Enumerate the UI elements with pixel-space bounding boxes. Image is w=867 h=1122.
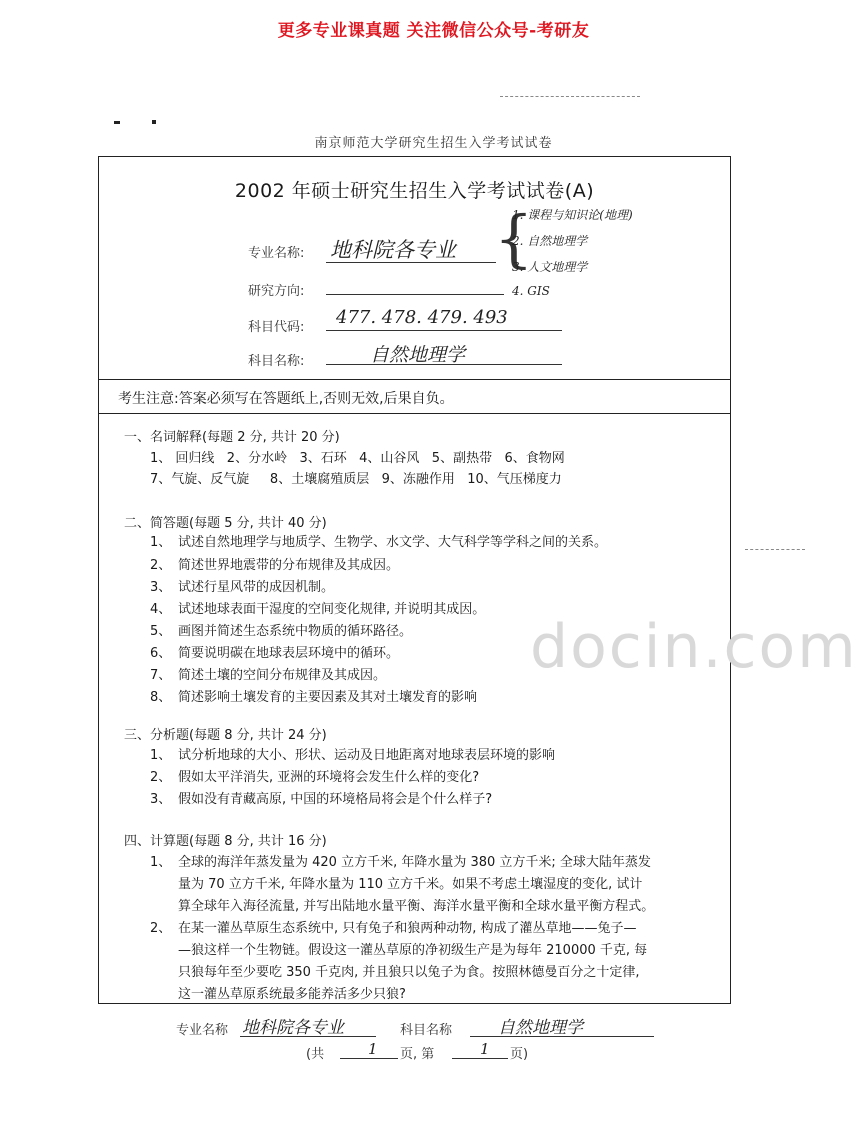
question-number: 3、 bbox=[150, 792, 172, 807]
question-line: 算全球年入海径流量, 并写出陆地水量平衡、海洋水量平衡和全球水量平衡方程式。 bbox=[178, 899, 655, 914]
scan-dot bbox=[152, 120, 156, 124]
question-number: 6、 bbox=[150, 646, 172, 661]
side-brace: { bbox=[494, 202, 534, 275]
question-text: 试述自然地理学与地质学、生物学、水文学、大气科学等学科之间的关系。 bbox=[178, 535, 608, 550]
exam-title: 2002 年硕士研究生招生入学考试试卷(A) bbox=[234, 180, 595, 202]
question-number: 7、 bbox=[150, 668, 172, 683]
section-heading: 三、分析题(每题 8 分, 共计 24 分) bbox=[124, 728, 327, 743]
footer-major-label: 专业名称 bbox=[176, 1023, 229, 1038]
subject-label: 科目名称: bbox=[248, 354, 305, 369]
candidate-notice: 考生注意:答案必须写在答题纸上,否则无效,后果自负。 bbox=[118, 391, 454, 407]
side-note: 4. GIS bbox=[512, 284, 550, 298]
subject-underline bbox=[326, 364, 562, 365]
question-line: 量为 70 立方千米, 年降水量为 110 立方千米。如果不考虑土壤湿度的变化, 试计 bbox=[178, 877, 643, 892]
question-line: 这一灌丛草原系统最多能养活多少只狼? bbox=[178, 987, 406, 1002]
side-note: 3. 人文地理学 bbox=[512, 260, 588, 274]
section-heading: 一、名词解释(每题 2 分, 共计 20 分) bbox=[124, 430, 340, 445]
footer-page-value: 1 bbox=[480, 1040, 490, 1058]
scan-dash-line bbox=[500, 96, 640, 97]
frame-divider bbox=[99, 413, 730, 414]
major-value: 地科院各专业 bbox=[330, 238, 456, 262]
footer-total-value: 1 bbox=[368, 1040, 378, 1058]
question-text: 简要说明碳在地球表层环境中的循环。 bbox=[178, 646, 400, 661]
question-number: 2、 bbox=[150, 558, 172, 573]
question-number: 2、 bbox=[150, 921, 172, 936]
footer-subject-value: 自然地理学 bbox=[498, 1018, 583, 1038]
footer-subject-underline bbox=[470, 1036, 654, 1037]
term-row: 1、 回归线 2、分水岭 3、石环 4、山谷风 5、副热带 6、食物网 bbox=[150, 451, 565, 466]
footer-total-prefix: (共 bbox=[306, 1047, 325, 1062]
subject-value: 自然地理学 bbox=[370, 344, 466, 366]
side-note: 1. 课程与知识论(地理) bbox=[512, 208, 633, 222]
major-label: 专业名称: bbox=[248, 246, 305, 261]
term-row: 7、气旋、反气旋 8、土壤腐殖质层 9、冻融作用 10、气压梯度力 bbox=[150, 472, 562, 487]
footer-page-suffix: 页) bbox=[510, 1047, 529, 1062]
code-label: 科目代码: bbox=[248, 320, 305, 335]
question-line: —狼这样一个生物链。假设这一灌丛草原的净初级生产是为每年 210000 千克, 每 bbox=[178, 943, 648, 958]
question-number: 4、 bbox=[150, 602, 172, 617]
major-underline bbox=[326, 262, 496, 263]
direction-underline bbox=[326, 294, 504, 295]
question-text: 假如太平洋消失, 亚洲的环境将会发生什么样的变化? bbox=[178, 770, 480, 785]
question-text: 简述影响土壤发育的主要因素及其对土壤发育的影响 bbox=[178, 690, 478, 705]
question-text: 简述世界地震带的分布规律及其成因。 bbox=[178, 558, 400, 573]
question-text: 画图并简述生态系统中物质的循环路径。 bbox=[178, 624, 413, 639]
question-line: 全球的海洋年蒸发量为 420 立方千米, 年降水量为 380 立方千米; 全球大陆年蒸发 bbox=[178, 855, 651, 870]
question-text: 试分析地球的大小、形状、运动及日地距离对地球表层环境的影响 bbox=[178, 748, 556, 763]
question-number: 1、 bbox=[150, 748, 172, 763]
section-heading: 四、计算题(每题 8 分, 共计 16 分) bbox=[124, 834, 327, 849]
footer-page-underline bbox=[452, 1058, 508, 1059]
question-number: 1、 bbox=[150, 535, 172, 550]
footer-major-underline bbox=[240, 1036, 376, 1037]
side-note: 2. 自然地理学 bbox=[512, 234, 588, 248]
question-text: 试述地球表面干湿度的空间变化规律, 并说明其成因。 bbox=[178, 602, 486, 617]
footer-major-value: 地科院各专业 bbox=[242, 1018, 344, 1038]
question-number: 8、 bbox=[150, 690, 172, 705]
scan-dash-line bbox=[745, 549, 805, 550]
question-line: 只狼每年至少要吃 350 千克肉, 并且狼只以兔子为食。按照林德曼百分之十定律, bbox=[178, 965, 640, 980]
code-underline bbox=[326, 330, 562, 331]
question-number: 3、 bbox=[150, 580, 172, 595]
question-number: 1、 bbox=[150, 855, 172, 870]
section-heading: 二、简答题(每题 5 分, 共计 40 分) bbox=[124, 516, 327, 531]
question-line: 在某一灌丛草原生态系统中, 只有兔子和狼两种动物, 构成了灌丛草地——兔子— bbox=[178, 921, 637, 936]
frame-divider bbox=[99, 379, 730, 380]
university-header: 南京师范大学研究生招生入学考试试卷 bbox=[314, 136, 553, 151]
direction-label: 研究方向: bbox=[248, 284, 305, 299]
question-number: 5、 bbox=[150, 624, 172, 639]
question-text: 简述土壤的空间分布规律及其成因。 bbox=[178, 668, 387, 683]
question-text: 假如没有青藏高原, 中国的环境格局将会是个什么样子? bbox=[178, 792, 493, 807]
footer-subject-label: 科目名称 bbox=[400, 1023, 453, 1038]
footer-total-underline bbox=[340, 1058, 398, 1059]
watermark: docin.com bbox=[530, 612, 858, 682]
scan-dot bbox=[114, 121, 120, 124]
question-number: 2、 bbox=[150, 770, 172, 785]
banner: 更多专业课真题 关注微信公众号-考研友 bbox=[277, 21, 590, 41]
code-value: 477. 478. 479. 493 bbox=[336, 307, 508, 328]
question-text: 试述行星风带的成因机制。 bbox=[178, 580, 335, 595]
footer-page-label: 页, 第 bbox=[400, 1047, 435, 1062]
